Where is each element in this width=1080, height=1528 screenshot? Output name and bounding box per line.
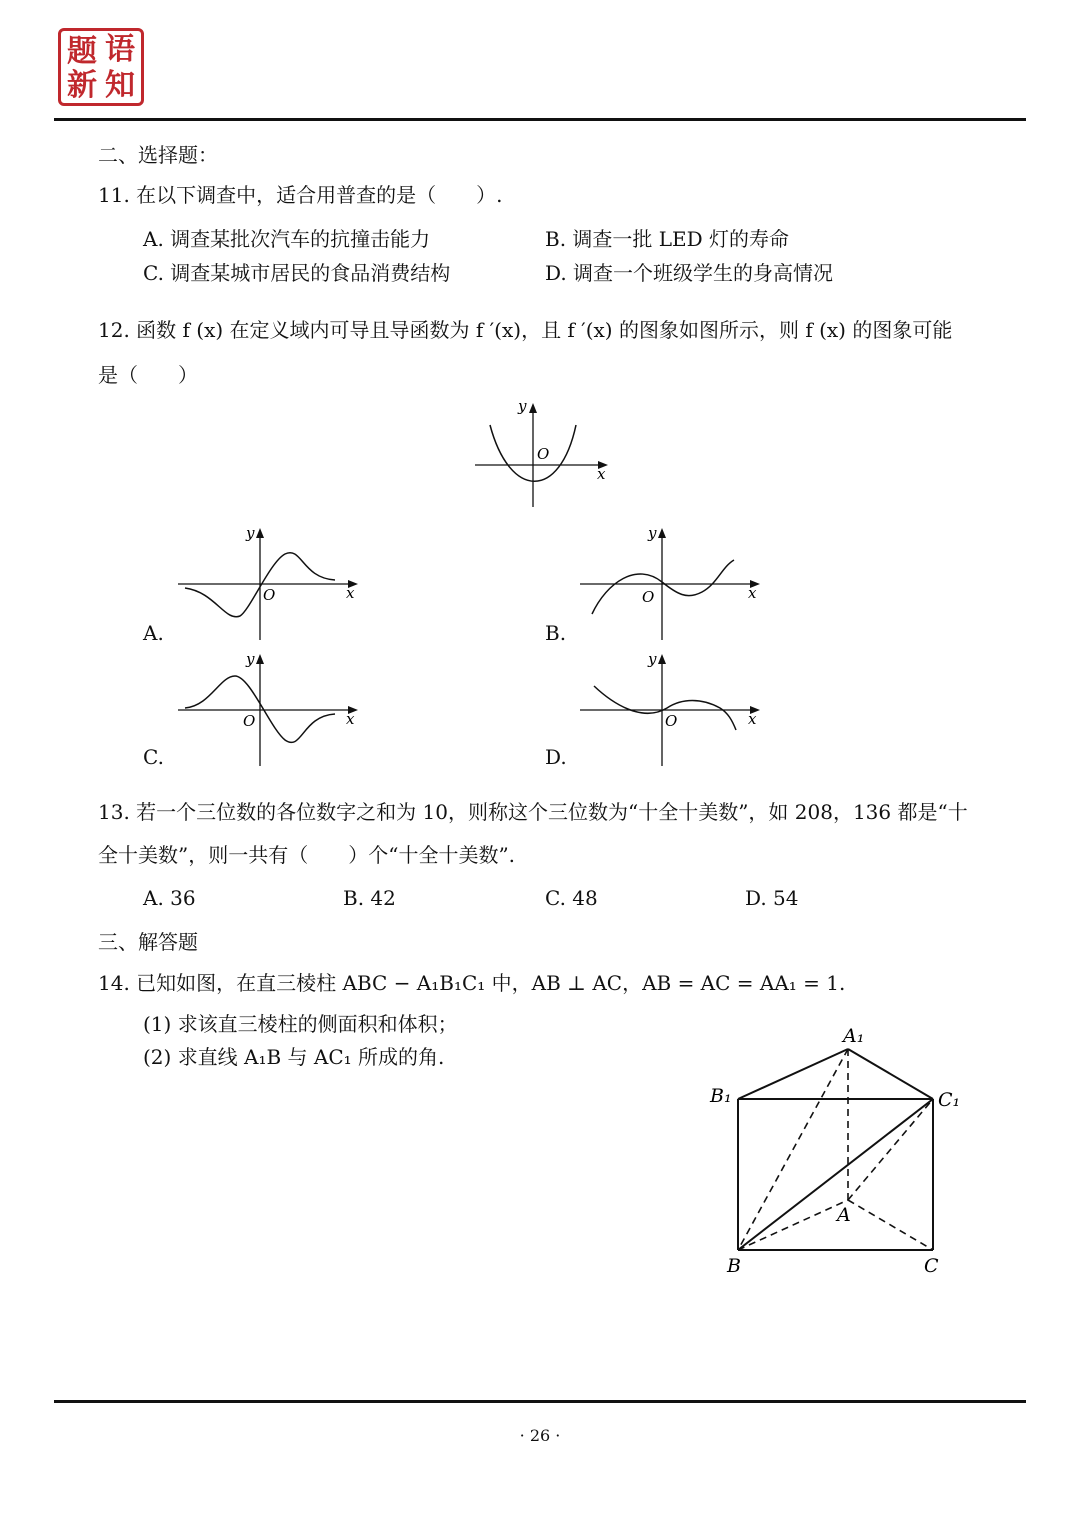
edge-b1-a1 [738, 1049, 848, 1099]
header-rule [54, 118, 1026, 121]
prism-figure [700, 1020, 980, 1280]
q11-option-d: D. 调查一个班级学生的身高情况 [545, 261, 834, 285]
edge-a-c [848, 1200, 933, 1250]
vertex-a1-label: A₁ [843, 1025, 865, 1047]
edge-b-c1 [738, 1099, 933, 1250]
q11-option-a: A. 调查某批次汽车的抗撞击能力 [143, 227, 431, 251]
q12-option-b-label: B. [545, 621, 567, 645]
y-axis-arrow [256, 528, 264, 538]
q12-option-c-label: C. [143, 745, 164, 769]
vertex-a-label: A [837, 1204, 851, 1226]
logo-stamp [58, 28, 144, 106]
question-13-stem: 13. 若一个三位数的各位数字之和为 10，则称这个三位数为“十全十美数”，如 208，136 都是“十 [98, 800, 968, 824]
q13-option-d: D. 54 [745, 886, 799, 910]
section-title: 三、解答题 [98, 930, 198, 954]
question-11-stem: 11. 在以下调查中，适合用普查的是（ ）. [98, 183, 503, 207]
option-b-curve [592, 560, 734, 614]
edge-a1-b [738, 1049, 848, 1250]
y-label: y [246, 650, 255, 668]
origin-label: O [642, 588, 655, 606]
q12-option-a-label: A. [143, 621, 164, 645]
edge-a1-c1 [848, 1049, 933, 1099]
question-14-stem: 14. 已知如图，在直三棱柱 ABC − A₁B₁C₁ 中，AB ⊥ AC，AB = AC = AA₁ = 1. [98, 971, 846, 995]
origin-label: O [263, 586, 276, 604]
option-a-graph [170, 522, 370, 642]
derivative-graph [470, 395, 620, 510]
y-axis-arrow [529, 403, 537, 413]
y-axis-arrow [256, 654, 264, 664]
page-number: · 26 · [519, 1426, 561, 1445]
q13-option-a: A. 36 [143, 886, 196, 910]
x-label: x [748, 584, 757, 602]
q13-option-b: B. 42 [343, 886, 396, 910]
x-label: x [597, 465, 606, 483]
option-b-graph [572, 522, 772, 642]
q13-option-c: C. 48 [545, 886, 598, 910]
x-label: x [748, 710, 757, 728]
q14-part-2: (2) 求直线 A₁B 与 AC₁ 所成的角. [143, 1045, 445, 1069]
section-title: 二、选择题： [98, 143, 218, 167]
question-12-stem: 12. 函数 f (x) 在定义域内可导且导函数为 f ′(x)，且 f ′(x) 的图象如图所示，则 f (x) 的图象可能 [98, 318, 953, 342]
vertex-b1-label: B₁ [710, 1085, 732, 1107]
origin-label: O [243, 712, 256, 730]
y-label: y [648, 524, 657, 542]
logo-char: 知 [105, 68, 135, 103]
edge-a-c1 [848, 1099, 933, 1200]
y-axis-arrow [658, 528, 666, 538]
vertex-c1-label: C₁ [938, 1089, 961, 1111]
vertex-c-label: C [924, 1255, 939, 1277]
footer-rule [54, 1400, 1026, 1403]
option-c-graph [170, 648, 370, 768]
logo-char: 语 [105, 32, 135, 67]
question-13-stem-cont: 全十美数”，则一共有（ ）个“十全十美数”. [98, 843, 516, 867]
logo-char: 题 [67, 34, 97, 69]
y-label: y [648, 650, 657, 668]
x-label: x [346, 584, 355, 602]
option-d-graph [572, 648, 772, 768]
x-label: x [346, 710, 355, 728]
q12-option-d-label: D. [545, 745, 567, 769]
q11-option-b: B. 调查一批 LED 灯的寿命 [545, 227, 790, 251]
question-12-stem-cont: 是（ ） [98, 363, 198, 387]
vertex-b-label: B [727, 1255, 741, 1277]
origin-label: O [665, 712, 678, 730]
q11-option-c: C. 调查某城市居民的食品消费结构 [143, 261, 451, 285]
logo-char: 新 [67, 68, 97, 103]
y-label: y [246, 524, 255, 542]
q14-part-1: (1) 求该直三棱柱的侧面积和体积； [143, 1012, 458, 1036]
origin-label: O [537, 445, 550, 463]
y-label: y [518, 397, 527, 415]
y-axis-arrow [658, 654, 666, 664]
